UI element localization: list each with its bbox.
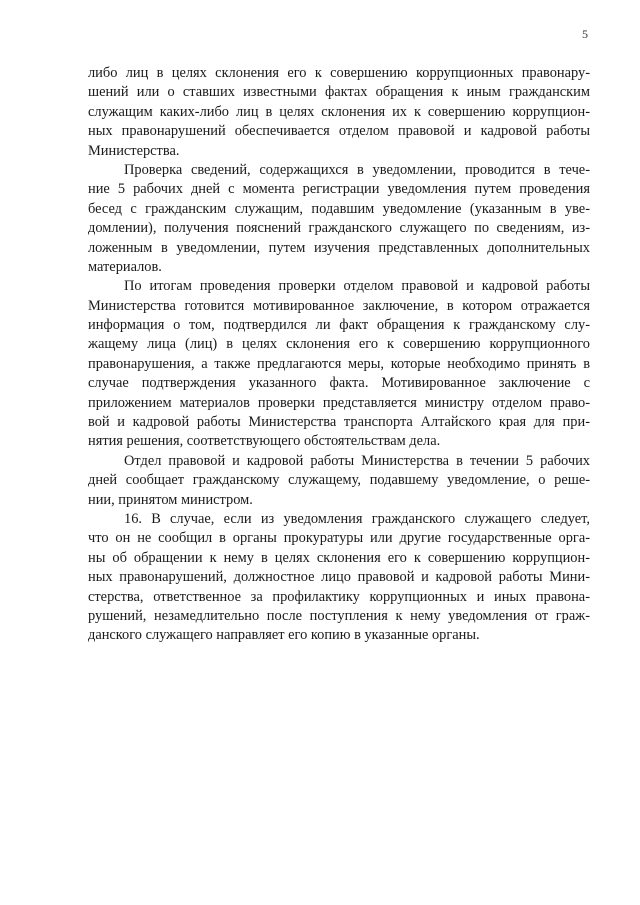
text-line: ложенным в уведомлении, путем изучения представленных дополнительных [88,239,590,256]
text-line: информация о том, подтвердился ли факт обращения к гражданскому слу- [88,317,590,334]
paragraph-3 [88,277,590,452]
paragraph-2 [88,161,590,277]
text-line: данского служащего направляет его копию в указанные органы. [88,627,480,644]
text-line: дней сообщает гражданскому служащему, подавшему уведомление, о реше- [88,472,590,489]
text-line: 16. В случае, если из уведомления гражданского служащего следует, [124,510,590,527]
text-line: Проверка сведений, содержащихся в уведомлении, проводится в тече- [124,161,590,178]
text-line: Министерства готовится мотивированное заключение, в котором отражается [88,297,590,314]
text-line: материалов. [88,258,162,275]
text-line: домлении), получения пояснений гражданского служащего по сведениям, из- [88,220,590,237]
text-line: служащим каких-либо лиц в целях склонения их к совершению коррупцион- [88,103,590,120]
text-line: нии, принятом министром. [88,491,253,508]
text-line: ны об обращении к нему в целях склонения его к совершению коррупцион- [88,549,590,566]
text-line: ных правонарушений, должностное лицо правовой и кадровой работы Мини- [88,569,590,586]
paragraph-4 [88,452,590,510]
text-line: Министерства. [88,142,180,159]
text-line: что он не сообщил в органы прокуратуры или другие государственные орга- [88,530,590,547]
paragraph-5 [88,510,590,646]
text-line: По итогам проведения проверки отделом правовой и кадровой работы [124,278,590,295]
text-line: рушений, незамедлительно после поступления к нему уведомления от граж- [88,607,590,624]
document-body [88,64,590,646]
text-line: бесед с гражданским служащим, подавшим уведомление (указанным в уве- [88,200,590,217]
text-line: случае подтверждения указанного факта. Мотивированное заключение с [88,375,590,392]
text-line: Отдел правовой и кадровой работы Министерства в течении 5 рабочих [124,452,590,469]
text-line: нятия решения, соответствующего обстоятельствам дела. [88,433,441,450]
page-number: 5 [582,27,588,41]
text-line: вой и кадровой работы Министерства транспорта Алтайского края для при- [88,414,590,431]
text-line: либо лиц в целях склонения его к совершению коррупционных правонару- [88,65,590,81]
text-line: ние 5 рабочих дней с момента регистрации уведомления путем проведения [88,181,590,198]
text-line: жащему лица (лиц) в целях склонения его к совершению коррупционного [88,336,590,353]
text-line: ных правонарушений обеспечивается отделом правовой и кадровой работы [88,123,590,140]
text-line: приложением материалов проверки представляется министру отделом право- [88,394,590,411]
text-line: стерства, ответственное за профилактику коррупционных и иных правона- [88,588,590,605]
text-line: шений или о ставших известными фактах обращения к иным гражданским [88,84,590,101]
text-line: правонарушения, а также предлагаются меры, которые необходимо принять в [88,355,590,372]
paragraph-1 [88,64,590,161]
